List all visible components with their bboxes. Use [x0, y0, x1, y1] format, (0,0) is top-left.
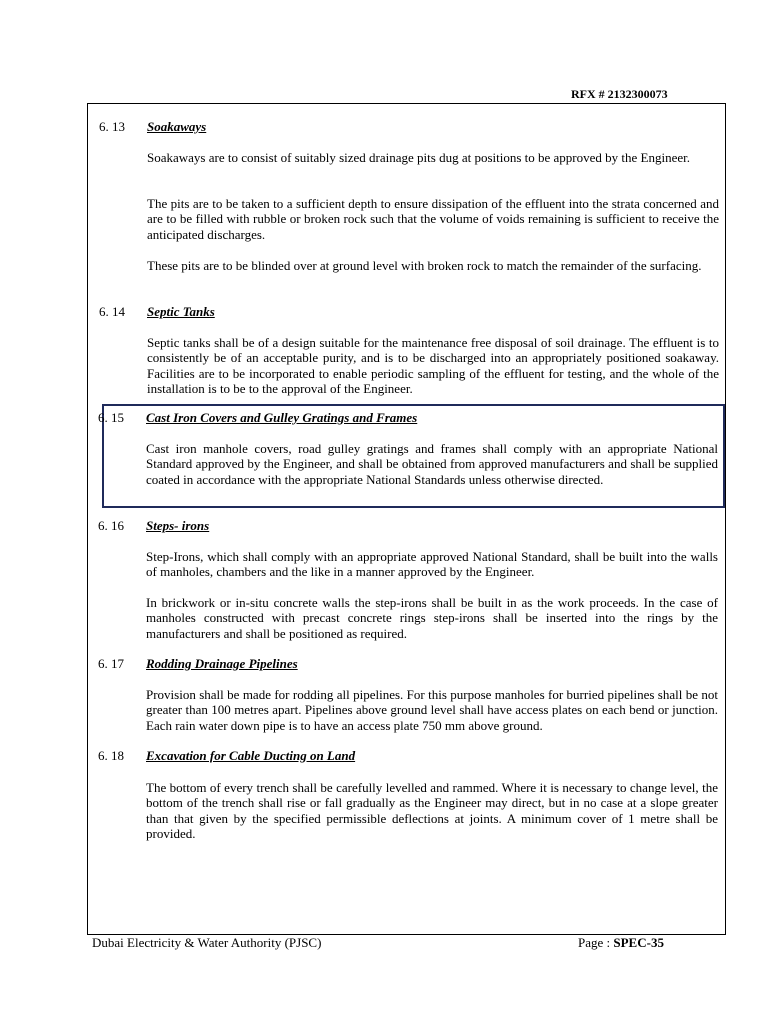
section-number: 6. 13	[99, 119, 125, 134]
paragraph: Soakaways are to consist of suitably sized drainage pits dug at positions to be approved by the Engineer.	[147, 150, 690, 165]
paragraph: In brickwork or in-situ concrete walls the step-irons shall be built in as the work proceeds. In the case of manholes constructed with precast concrete rings step-irons shall be inserted into the rings by the manufacturers and shall be positioned as required.	[146, 595, 718, 641]
paragraph: The bottom of every trench shall be carefully levelled and rammed. Where it is necessary to change level, the bottom of the trench shall rise or fall gradually as the Engineer may direct, but in no case at a slope greater than that given by the specified permissible deflections at joints. A minimum cover of 1 metre shall be provided.	[146, 780, 718, 842]
section-number: 6. 15	[98, 410, 124, 425]
section-title: Soakaways	[147, 119, 207, 134]
page-number: SPEC-35	[613, 935, 664, 950]
paragraph: Septic tanks shall be of a design suitable for the maintenance free disposal of soil drainage. The effluent is to consistently be of an acceptable purity, and is to be discharged into an appropriately positioned soakaway. Facilities are to be incorporated to enable periodic sampling of the effluent for testing, and the whole of the installation is to be to the approval of the Engineer.	[147, 335, 719, 397]
paragraph: Provision shall be made for rodding all pipelines. For this purpose manholes for burried pipelines shall be not greater than 100 metres apart. Pipelines above ground level shall have access plates on each bend or junction. Each rain water down pipe is to have an access plate 750 mm above ground.	[146, 687, 718, 733]
page-content-lower	[87, 103, 724, 933]
section-title: Septic Tanks	[147, 304, 215, 319]
section-title: Cast Iron Covers and Gulley Gratings and Frames	[146, 410, 418, 425]
footer-page	[578, 935, 664, 951]
section-number: 6. 14	[99, 304, 125, 319]
paragraph: Step-Irons, which shall comply with an appropriate approved National Standard, shall be built into the walls of manholes, chambers and the like in a manner approved by the Engineer.	[146, 549, 718, 580]
section-number: 6. 16	[98, 518, 124, 533]
section-number: 6. 18	[98, 748, 124, 763]
section-number: 6. 17	[98, 656, 124, 671]
section-title: Steps- irons	[146, 518, 210, 533]
rfx-number: RFX # 2132300073	[571, 87, 668, 101]
paragraph: These pits are to be blinded over at ground level with broken rock to match the remainder of the surfacing.	[147, 258, 702, 273]
paragraph: The pits are to be taken to a sufficient depth to ensure dissipation of the effluent into the strata concerned and are to be filled with rubble or broken rock such that the volume of voids remaining is sufficient to receive the anticipated discharges.	[147, 196, 719, 242]
page-label: Page :	[578, 935, 614, 950]
footer-authority: Dubai Electricity & Water Authority (PJSC)	[92, 935, 322, 950]
paragraph: Cast iron manhole covers, road gulley gratings and frames shall comply with an appropriate National Standard approved by the Engineer, and shall be obtained from approved manufacturers and shall be supplied coated in accordance with the appropriate National Standards unless otherwise directed.	[146, 441, 718, 487]
section-title: Excavation for Cable Ducting on Land	[146, 748, 356, 763]
section-title: Rodding Drainage Pipelines	[146, 656, 298, 671]
